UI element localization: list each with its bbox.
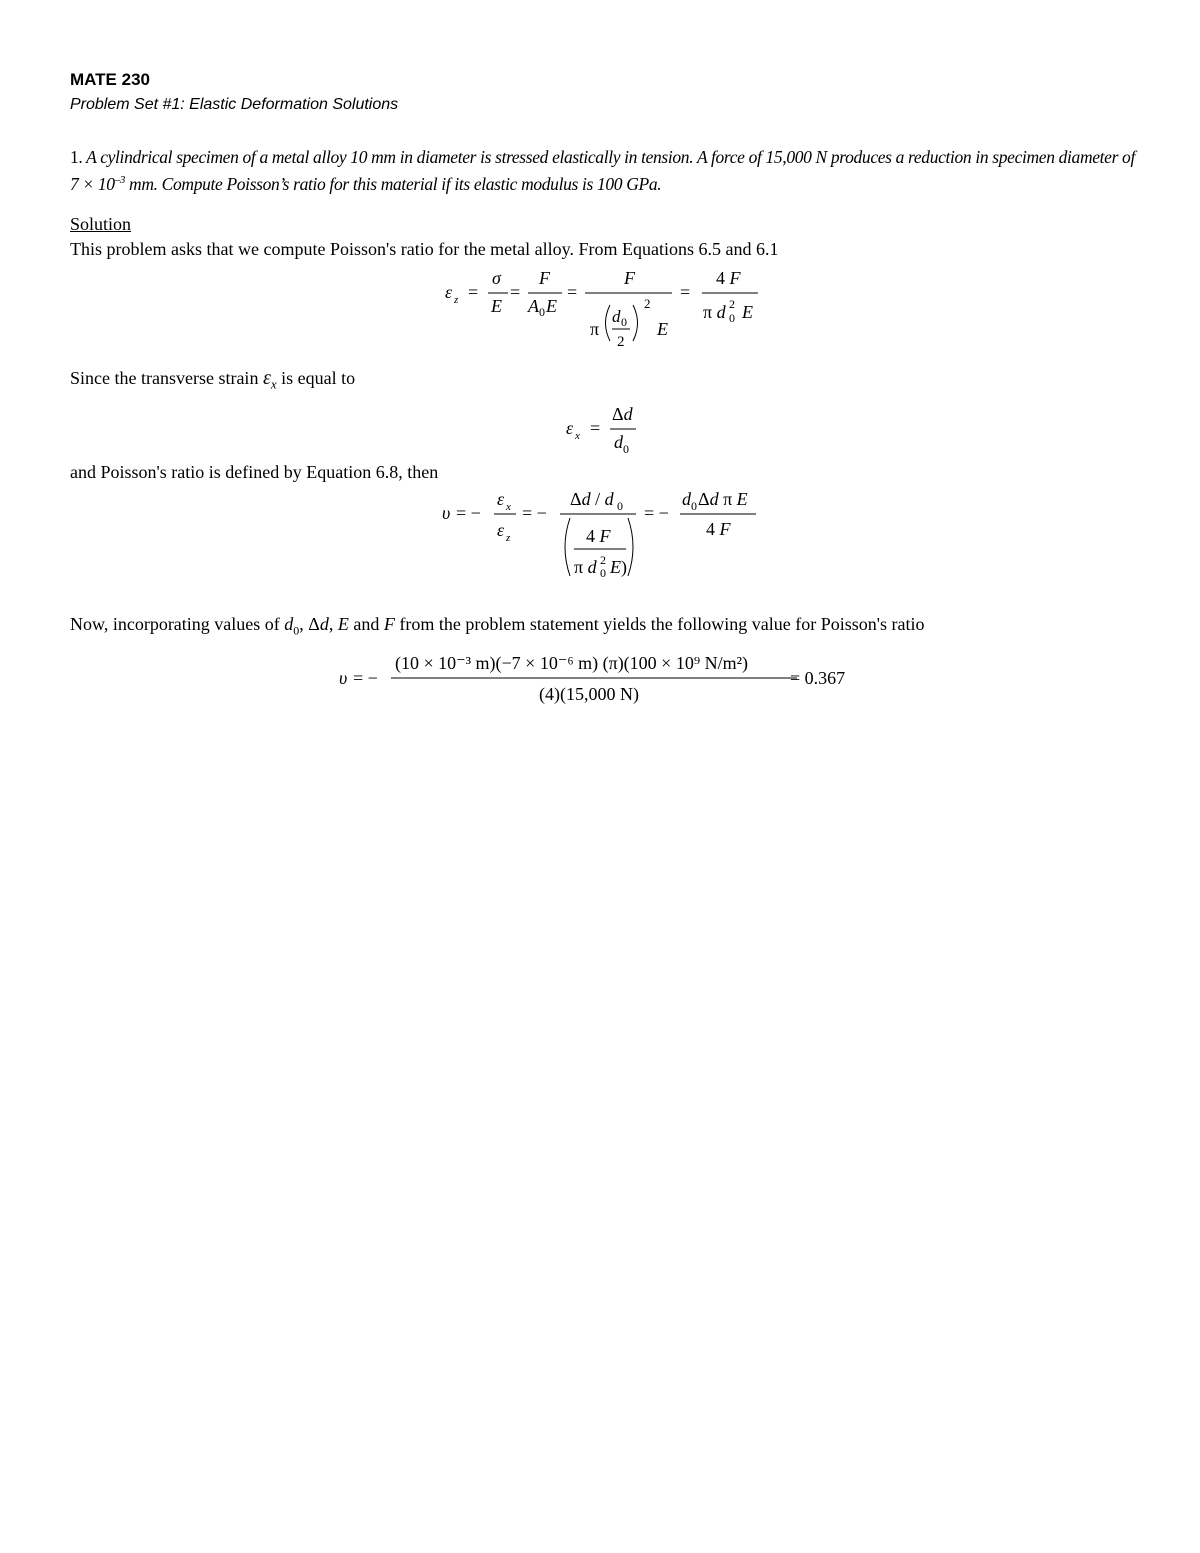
epsilon-x-subscript: x — [270, 376, 277, 392]
svg-text:Δd: Δd — [612, 404, 633, 424]
poisson-definition-text: and Poisson's ratio is defined by Equation 6.8, then — [70, 462, 439, 482]
svg-text:π d: π d — [703, 302, 726, 322]
svg-text:x: x — [506, 501, 511, 513]
solution-heading: Solution — [70, 214, 132, 234]
svg-text:E: E — [657, 319, 668, 339]
svg-text:0: 0 — [729, 311, 735, 325]
svg-text:0: 0 — [623, 442, 629, 456]
svg-text:d: d — [682, 489, 691, 509]
svg-text:π: π — [590, 319, 600, 339]
svg-text:2: 2 — [617, 334, 625, 350]
svg-text:= −: = − — [456, 503, 481, 523]
svg-text:A: A — [528, 296, 539, 316]
transverse-strain-text: Since the transverse strain $\varepsilon_x$ is equal to — [70, 367, 356, 392]
svg-text:4 F: 4 F — [706, 519, 731, 539]
svg-text:E: E — [742, 302, 753, 322]
svg-text:2: 2 — [644, 296, 651, 311]
final-result: = 0.367 — [790, 668, 846, 688]
svg-text:υ: υ — [339, 668, 348, 688]
problem-exponent: –3 — [114, 174, 126, 186]
final-calculation-equation — [335, 644, 895, 712]
problem-statement — [70, 146, 1145, 196]
svg-text:ε: ε — [497, 489, 505, 509]
d0-subscript: 0 — [293, 623, 300, 638]
problem-text-part1: A cylindrical specimen of a metal alloy 10 mm in diameter is stressed elastically in tension. A force of 15,000 N produces a reduction in specimen diameter of 7 × 10 — [70, 147, 1135, 194]
poisson-ratio-equation — [440, 486, 770, 586]
problem-number: 1. — [70, 147, 83, 167]
svg-text:2: 2 — [729, 297, 735, 311]
svg-text:x: x — [575, 430, 580, 442]
epsilon-x-symbol: ε — [262, 367, 271, 389]
transverse-strain-equation — [560, 398, 650, 460]
svg-text:=: = — [468, 282, 479, 302]
svg-text:υ: υ — [442, 503, 451, 523]
svg-text:): ) — [621, 557, 627, 577]
svg-text:=: = — [680, 282, 691, 302]
svg-text:E: E — [491, 296, 502, 316]
svg-text:=: = — [510, 282, 521, 302]
svg-text:σ: σ — [492, 268, 501, 288]
svg-text:z: z — [454, 294, 459, 306]
svg-text:0: 0 — [621, 315, 627, 329]
course-title: MATE 230 — [70, 70, 150, 89]
e-symbol: E — [337, 614, 349, 634]
svg-text:F: F — [624, 268, 635, 288]
svg-text:0: 0 — [600, 566, 606, 580]
final-denominator: (4)(15,000 N) — [539, 684, 639, 704]
svg-text:0: 0 — [691, 499, 697, 513]
solution-intro: This problem asks that we compute Poisson's ratio for the metal alloy. From Equations 6.5 and 6.1 — [70, 239, 779, 259]
svg-text:E: E — [610, 557, 621, 577]
svg-text:=: = — [567, 282, 578, 302]
svg-text:E: E — [546, 296, 557, 316]
svg-text:0: 0 — [539, 305, 545, 319]
values-text: Now, incorporating values of $d_0$, Δd, E and F from the problem statement yields the following value for Poisson's ratio — [70, 614, 925, 638]
problem-text-part2: mm. Compute Poisson’s ratio for this material if its elastic modulus is 100 GPa. — [125, 173, 662, 194]
svg-text:=: = — [590, 418, 601, 438]
final-numerator: (10 × 10⁻³ m)(−7 × 10⁻⁶ m) (π)(100 × 10⁹ N/m²) — [395, 653, 748, 673]
f-symbol: F — [383, 614, 395, 634]
svg-text:4 F: 4 F — [586, 526, 611, 546]
svg-text:d: d — [612, 307, 621, 326]
problem-set-title: Problem Set #1: Elastic Deformation Solutions — [70, 96, 399, 113]
svg-text:F: F — [539, 268, 550, 288]
svg-text:d: d — [614, 432, 623, 452]
svg-text:Δd / d: Δd / d — [570, 489, 614, 509]
svg-text:ε: ε — [497, 520, 505, 540]
d0-symbol: d — [284, 614, 294, 634]
svg-text:z: z — [506, 532, 511, 544]
axial-strain-equation — [440, 265, 770, 357]
svg-text:Δd π E: Δd π E — [698, 489, 748, 509]
svg-text:4 F: 4 F — [716, 268, 741, 288]
svg-text:2: 2 — [600, 553, 606, 567]
svg-text:π d: π d — [574, 557, 597, 577]
svg-text:= −: = − — [353, 668, 378, 688]
delta-d-symbol: d — [319, 614, 329, 634]
svg-text:ε: ε — [445, 282, 453, 302]
svg-text:= −: = − — [522, 503, 547, 523]
svg-text:= −: = − — [644, 503, 669, 523]
svg-text:ε: ε — [566, 418, 574, 438]
svg-text:0: 0 — [617, 499, 623, 513]
